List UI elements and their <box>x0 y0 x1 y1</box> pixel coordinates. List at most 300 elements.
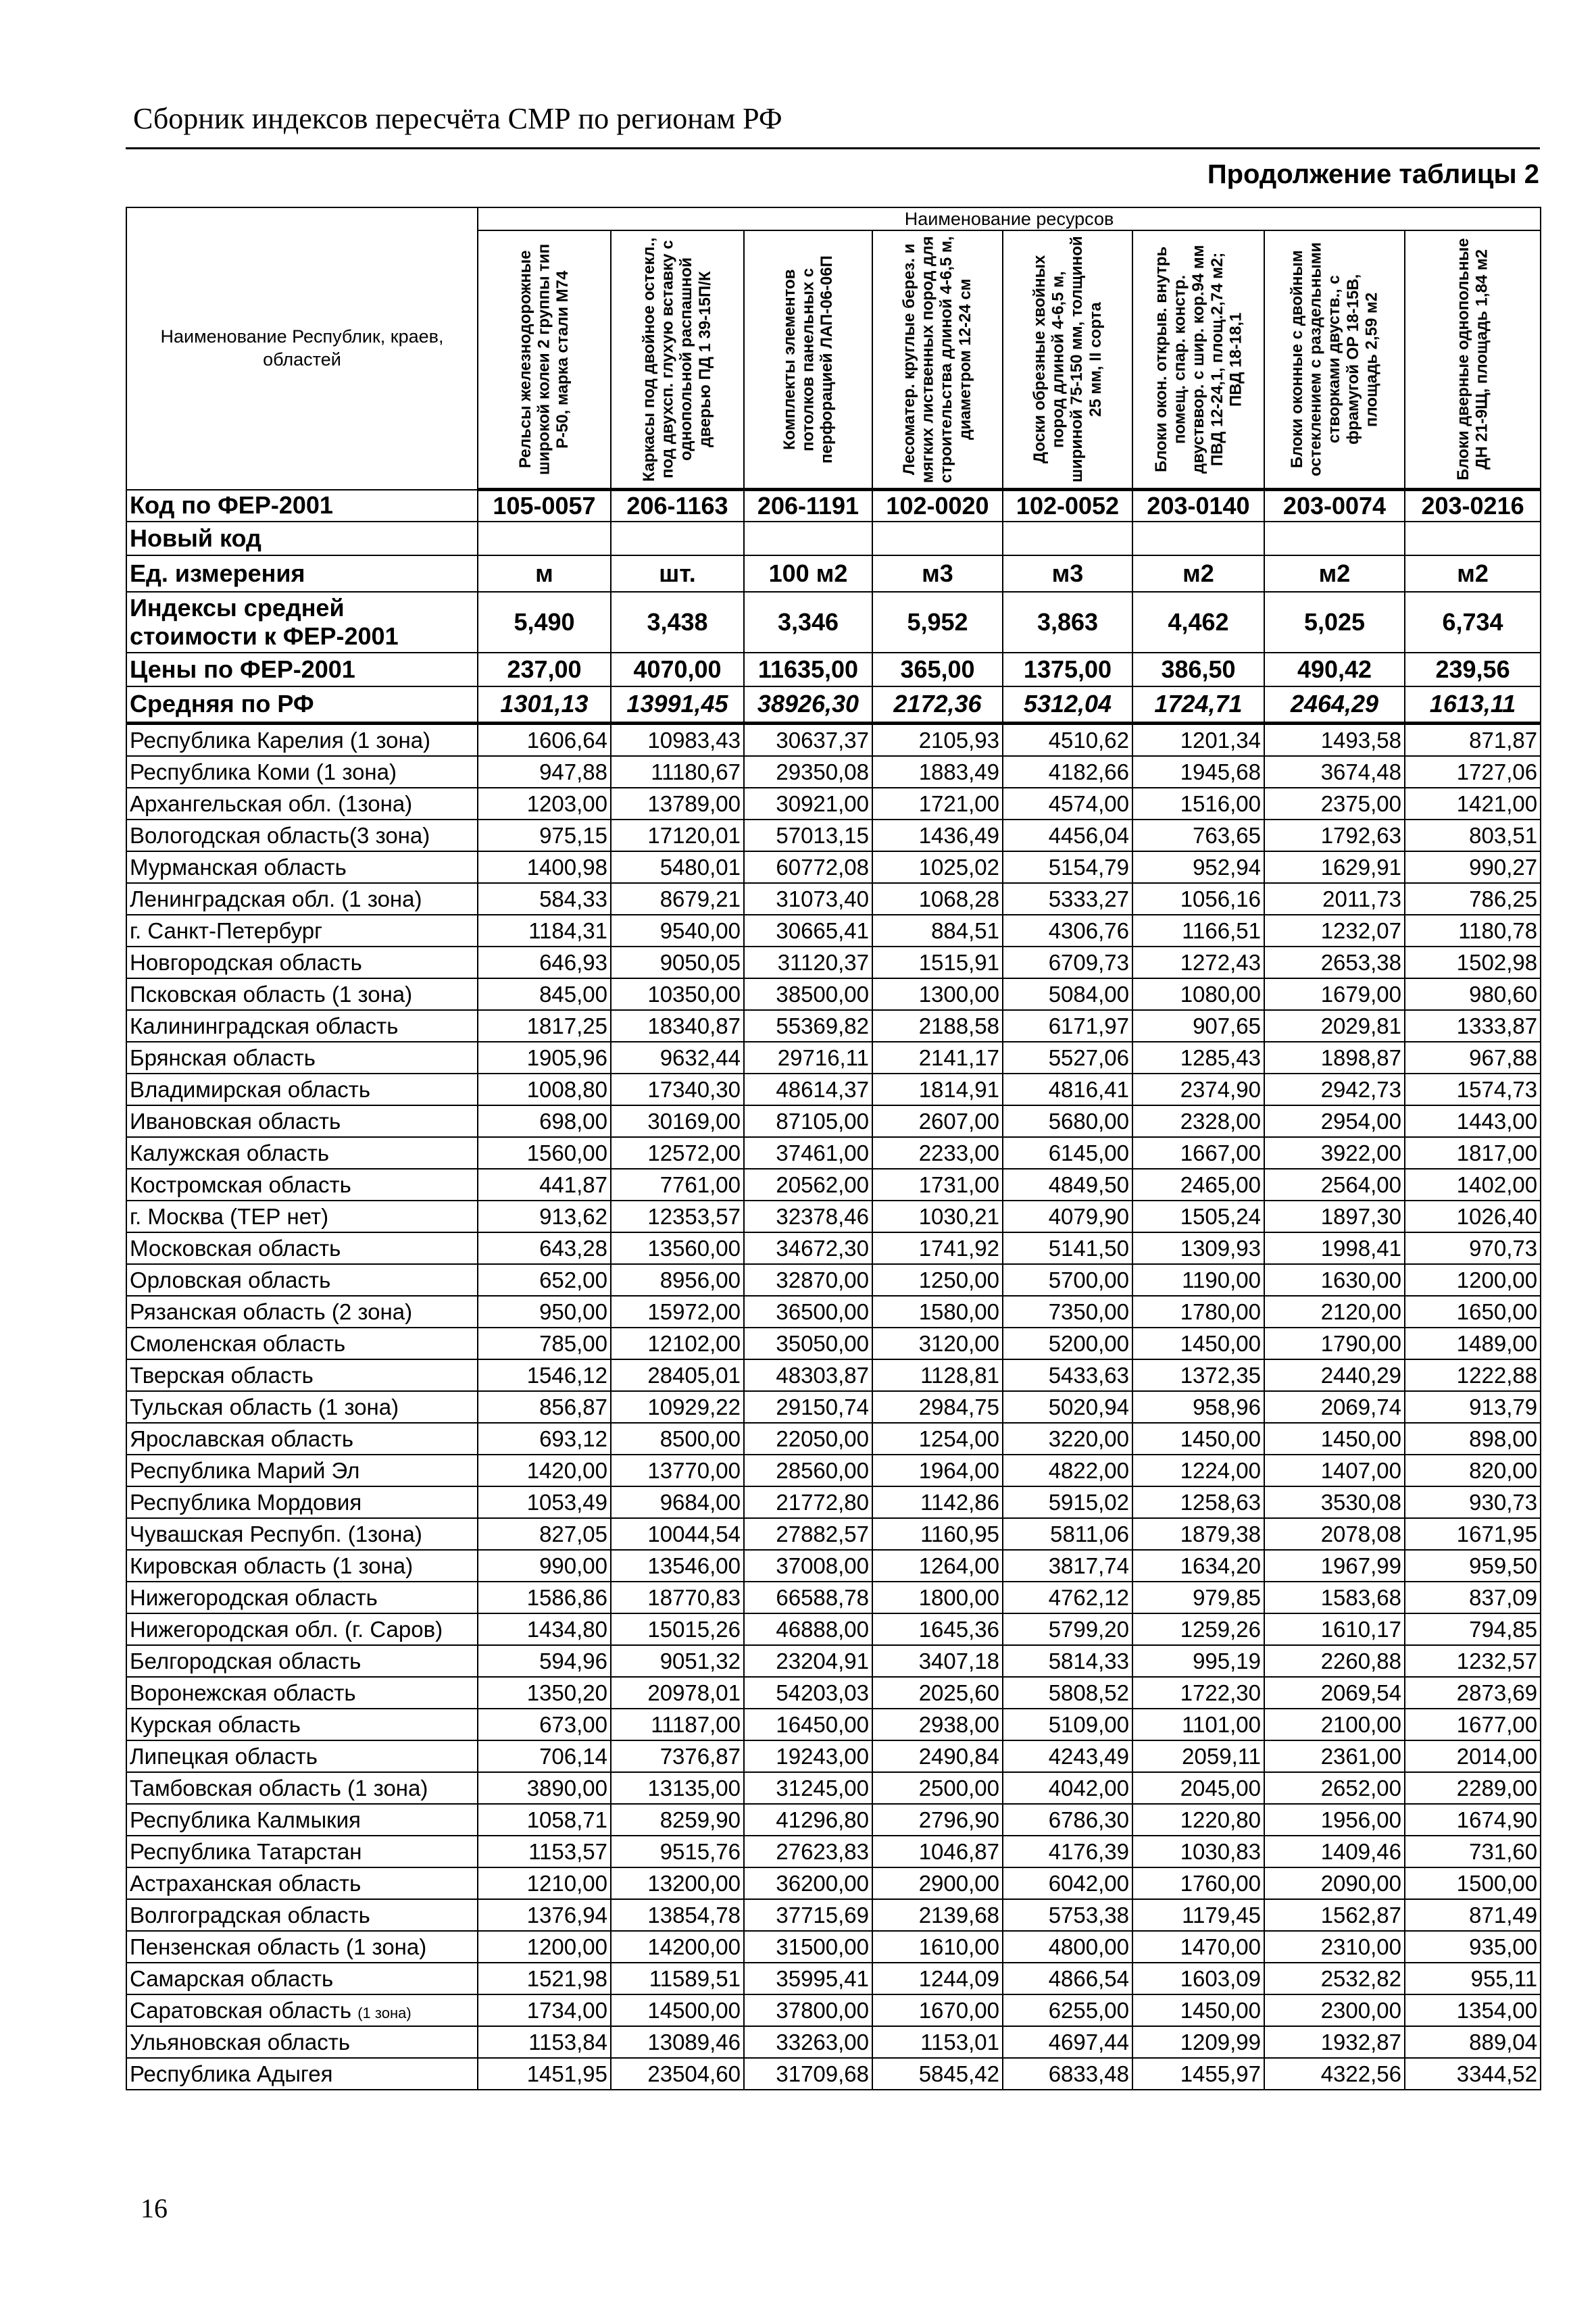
value-cell: 5084,00 <box>1003 978 1132 1010</box>
table-row <box>126 1455 1541 1486</box>
region-name-cell <box>126 1963 478 1994</box>
value-cell: 1250,00 <box>872 1264 1003 1296</box>
region-name: Республика Адыгея <box>130 2061 333 2086</box>
value-cell: 794,85 <box>1405 1613 1541 1645</box>
value-cell: 7761,00 <box>611 1169 744 1201</box>
value-cell: 1455,97 <box>1132 2058 1264 2090</box>
value-cell: 1179,45 <box>1132 1899 1264 1931</box>
value-cell: 947,88 <box>478 756 611 788</box>
value-cell: 5700,00 <box>1003 1264 1132 1296</box>
value-cell: 1008,80 <box>478 1074 611 1105</box>
value-cell: 5753,38 <box>1003 1899 1132 1931</box>
value-cell: 2873,69 <box>1405 1677 1541 1709</box>
value-cell: 827,05 <box>478 1518 611 1550</box>
region-name: Пензенская область (1 зона) <box>130 1934 427 1959</box>
region-name-cell <box>126 1867 478 1899</box>
value-cell: 584,33 <box>478 883 611 915</box>
value-cell: 1780,00 <box>1132 1296 1264 1328</box>
region-name: Ленинградская обл. (1 зона) <box>130 886 422 911</box>
region-name: Тверская область <box>130 1362 314 1388</box>
value-cell: 731,60 <box>1405 1836 1541 1867</box>
value-cell: 3817,74 <box>1003 1550 1132 1582</box>
value-cell: 31073,40 <box>744 883 872 915</box>
value-cell: 1898,87 <box>1264 1042 1405 1074</box>
resource-name: Блоки дверные однопольные ДН 21-9Щ, площадь 1,84 м2 <box>1453 238 1491 481</box>
value-cell: 1630,00 <box>1264 1264 1405 1296</box>
region-column-header: Наименование Республик, краев, областей <box>126 207 478 490</box>
region-name: Саратовская область <box>130 1997 352 2023</box>
table-row <box>126 1105 1541 1137</box>
value-cell: 13560,00 <box>611 1232 744 1264</box>
meta-cell: 100 м2 <box>744 555 872 592</box>
value-cell: 2078,08 <box>1264 1518 1405 1550</box>
value-cell: 2188,58 <box>872 1010 1003 1042</box>
value-cell: 995,19 <box>1132 1645 1264 1677</box>
meta-cell: 105-0057 <box>478 490 611 522</box>
value-cell: 820,00 <box>1405 1455 1541 1486</box>
value-cell: 36500,00 <box>744 1296 872 1328</box>
region-name-cell <box>126 978 478 1010</box>
value-cell: 10983,43 <box>611 724 744 757</box>
region-name-cell <box>126 1931 478 1963</box>
value-cell: 11187,00 <box>611 1709 744 1740</box>
value-cell: 594,96 <box>478 1645 611 1677</box>
region-name: Самарская область <box>130 1965 334 1991</box>
meta-cell: 203-0140 <box>1132 490 1264 522</box>
value-cell: 1058,71 <box>478 1804 611 1836</box>
value-cell: 2500,00 <box>872 1772 1003 1804</box>
value-cell: 23504,60 <box>611 2058 744 2090</box>
value-cell: 1580,00 <box>872 1296 1003 1328</box>
table-row <box>126 1232 1541 1264</box>
meta-cell: 365,00 <box>872 653 1003 686</box>
meta-cell: 237,00 <box>478 653 611 686</box>
meta-cell <box>611 522 744 555</box>
value-cell: 4822,00 <box>1003 1455 1132 1486</box>
table-row <box>126 851 1541 883</box>
value-cell: 21772,80 <box>744 1486 872 1518</box>
region-name-cell <box>126 1836 478 1867</box>
table-row <box>126 1740 1541 1772</box>
resource-column-header <box>1405 230 1541 490</box>
value-cell: 884,51 <box>872 915 1003 947</box>
value-cell: 8679,21 <box>611 883 744 915</box>
value-cell: 32378,46 <box>744 1201 872 1232</box>
region-name-cell <box>126 1423 478 1455</box>
value-cell: 1153,84 <box>478 2026 611 2058</box>
value-cell: 13546,00 <box>611 1550 744 1582</box>
region-name: Белгородская область <box>130 1648 361 1674</box>
meta-cell: 1724,71 <box>1132 686 1264 724</box>
value-cell: 2059,11 <box>1132 1740 1264 1772</box>
value-cell: 41296,80 <box>744 1804 872 1836</box>
value-cell: 1025,02 <box>872 851 1003 883</box>
region-name: г. Москва (ТЕР нет) <box>130 1203 329 1229</box>
value-cell: 1190,00 <box>1132 1264 1264 1296</box>
value-cell: 1220,80 <box>1132 1804 1264 1836</box>
value-cell: 5154,79 <box>1003 851 1132 883</box>
value-cell: 4042,00 <box>1003 1772 1132 1804</box>
value-cell: 29150,74 <box>744 1391 872 1423</box>
value-cell: 5527,06 <box>1003 1042 1132 1074</box>
value-cell: 30921,00 <box>744 788 872 820</box>
value-cell: 1030,83 <box>1132 1836 1264 1867</box>
region-name: Костромская область <box>130 1172 351 1197</box>
meta-cell: м3 <box>1003 555 1132 592</box>
value-cell: 30665,41 <box>744 915 872 947</box>
value-cell: 1790,00 <box>1264 1328 1405 1359</box>
value-cell: 2141,17 <box>872 1042 1003 1074</box>
value-cell: 673,00 <box>478 1709 611 1740</box>
value-cell: 441,87 <box>478 1169 611 1201</box>
region-name-cell <box>126 1105 478 1137</box>
table-row <box>126 1518 1541 1550</box>
value-cell: 2374,90 <box>1132 1074 1264 1105</box>
value-cell: 4697,44 <box>1003 2026 1132 2058</box>
value-cell: 1583,68 <box>1264 1582 1405 1613</box>
value-cell: 2653,38 <box>1264 947 1405 978</box>
value-cell: 6255,00 <box>1003 1994 1132 2026</box>
value-cell: 913,79 <box>1405 1391 1541 1423</box>
region-name: Волгоградская область <box>130 1902 370 1928</box>
value-cell: 5811,06 <box>1003 1518 1132 1550</box>
region-name: Воронежская область <box>130 1680 356 1705</box>
meta-cell <box>478 522 611 555</box>
table-row <box>126 1264 1541 1296</box>
region-name-cell <box>126 1582 478 1613</box>
value-cell: 1400,98 <box>478 851 611 883</box>
meta-cell: 4070,00 <box>611 653 744 686</box>
value-cell: 35050,00 <box>744 1328 872 1359</box>
value-cell: 1610,17 <box>1264 1613 1405 1645</box>
value-cell: 1053,49 <box>478 1486 611 1518</box>
value-cell: 1722,30 <box>1132 1677 1264 1709</box>
value-cell: 60772,08 <box>744 851 872 883</box>
value-cell: 1272,43 <box>1132 947 1264 978</box>
value-cell: 5141,50 <box>1003 1232 1132 1264</box>
meta-cell: 203-0216 <box>1405 490 1541 522</box>
table-row <box>126 2026 1541 2058</box>
value-cell: 1200,00 <box>1405 1264 1541 1296</box>
region-name-cell <box>126 724 478 757</box>
region-name: Тульская область (1 зона) <box>130 1394 399 1419</box>
value-cell: 803,51 <box>1405 820 1541 851</box>
value-cell: 1489,00 <box>1405 1328 1541 1359</box>
meta-cell: м3 <box>872 555 1003 592</box>
value-cell: 1671,95 <box>1405 1518 1541 1550</box>
value-cell: 1209,99 <box>1132 2026 1264 2058</box>
meta-row <box>126 686 1541 724</box>
table-row <box>126 1804 1541 1836</box>
meta-cell: 239,56 <box>1405 653 1541 686</box>
value-cell: 14500,00 <box>611 1994 744 2026</box>
value-cell: 1650,00 <box>1405 1296 1541 1328</box>
value-cell: 1741,92 <box>872 1232 1003 1264</box>
value-cell: 4762,12 <box>1003 1582 1132 1613</box>
value-cell: 1470,00 <box>1132 1931 1264 1963</box>
region-name: Курская область <box>130 1711 301 1737</box>
value-cell: 1224,00 <box>1132 1455 1264 1486</box>
region-name: г. Санкт-Петербург <box>130 917 323 943</box>
meta-cell: шт. <box>611 555 744 592</box>
resource-column-header <box>1132 230 1264 490</box>
value-cell: 5845,42 <box>872 2058 1003 2090</box>
value-cell: 29716,11 <box>744 1042 872 1074</box>
value-cell: 1586,86 <box>478 1582 611 1613</box>
region-name-cell <box>126 1645 478 1677</box>
value-cell: 12102,00 <box>611 1328 744 1359</box>
value-cell: 1056,16 <box>1132 883 1264 915</box>
value-cell: 1883,49 <box>872 756 1003 788</box>
meta-cell: 490,42 <box>1264 653 1405 686</box>
meta-cell: 102-0020 <box>872 490 1003 522</box>
region-name: Брянская область <box>130 1045 316 1070</box>
value-cell: 1201,34 <box>1132 724 1264 757</box>
region-name: Республика Коми (1 зона) <box>130 759 397 784</box>
value-cell: 1420,00 <box>478 1455 611 1486</box>
value-cell: 66588,78 <box>744 1582 872 1613</box>
table-row <box>126 1772 1541 1804</box>
value-cell: 37800,00 <box>744 1994 872 2026</box>
meta-cell: 1613,11 <box>1405 686 1541 724</box>
region-name: Ульяновская область <box>130 2029 351 2055</box>
value-cell: 856,87 <box>478 1391 611 1423</box>
value-cell: 646,93 <box>478 947 611 978</box>
value-cell: 2014,00 <box>1405 1740 1541 1772</box>
region-name: Архангельская обл. (1зона) <box>130 790 413 816</box>
value-cell: 13089,46 <box>611 2026 744 2058</box>
value-cell: 54203,03 <box>744 1677 872 1709</box>
value-cell: 5433,63 <box>1003 1359 1132 1391</box>
value-cell: 2328,00 <box>1132 1105 1264 1137</box>
value-cell: 1603,09 <box>1132 1963 1264 1994</box>
value-cell: 898,00 <box>1405 1423 1541 1455</box>
value-cell: 1515,91 <box>872 947 1003 978</box>
value-cell: 1817,25 <box>478 1010 611 1042</box>
value-cell: 18340,87 <box>611 1010 744 1042</box>
value-cell: 9050,05 <box>611 947 744 978</box>
meta-cell: 3,438 <box>611 592 744 653</box>
value-cell: 16450,00 <box>744 1709 872 1740</box>
meta-cell: 3,346 <box>744 592 872 653</box>
value-cell: 1792,63 <box>1264 820 1405 851</box>
value-cell: 13789,00 <box>611 788 744 820</box>
value-cell: 33263,00 <box>744 2026 872 2058</box>
meta-cell <box>872 522 1003 555</box>
value-cell: 5020,94 <box>1003 1391 1132 1423</box>
value-cell: 1409,46 <box>1264 1836 1405 1867</box>
value-cell: 952,94 <box>1132 851 1264 883</box>
value-cell: 1222,88 <box>1405 1359 1541 1391</box>
value-cell: 958,96 <box>1132 1391 1264 1423</box>
region-name-cell <box>126 2058 478 2090</box>
value-cell: 1080,00 <box>1132 978 1264 1010</box>
value-cell: 5333,27 <box>1003 883 1132 915</box>
value-cell: 1160,95 <box>872 1518 1003 1550</box>
value-cell: 4322,56 <box>1264 2058 1405 2090</box>
meta-cell: 102-0052 <box>1003 490 1132 522</box>
table-row <box>126 2058 1541 2090</box>
value-cell: 990,00 <box>478 1550 611 1582</box>
table-row <box>126 1963 1541 1994</box>
table-row <box>126 1709 1541 1740</box>
value-cell: 1402,00 <box>1405 1169 1541 1201</box>
meta-cell: м2 <box>1132 555 1264 592</box>
value-cell: 907,65 <box>1132 1010 1264 1042</box>
value-cell: 1354,00 <box>1405 1994 1541 2026</box>
value-cell: 1258,63 <box>1132 1486 1264 1518</box>
value-cell: 2233,00 <box>872 1137 1003 1169</box>
value-cell: 1516,00 <box>1132 788 1264 820</box>
region-zone-note: (1 зона) <box>357 2004 412 2021</box>
value-cell: 1670,00 <box>872 1994 1003 2026</box>
value-cell: 32870,00 <box>744 1264 872 1296</box>
table-row <box>126 947 1541 978</box>
value-cell: 20978,01 <box>611 1677 744 1709</box>
meta-row-label: Индексы средней стоимости к ФЕР-2001 <box>126 592 478 653</box>
value-cell: 5200,00 <box>1003 1328 1132 1359</box>
value-cell: 2100,00 <box>1264 1709 1405 1740</box>
region-name-cell <box>126 1709 478 1740</box>
value-cell: 8259,90 <box>611 1804 744 1836</box>
region-name: Липецкая область <box>130 1743 318 1769</box>
value-cell: 2938,00 <box>872 1709 1003 1740</box>
value-cell: 3407,18 <box>872 1645 1003 1677</box>
value-cell: 1101,00 <box>1132 1709 1264 1740</box>
value-cell: 2105,93 <box>872 724 1003 757</box>
value-cell: 975,15 <box>478 820 611 851</box>
value-cell: 1153,57 <box>478 1836 611 1867</box>
value-cell: 1166,51 <box>1132 915 1264 947</box>
meta-row <box>126 490 1541 522</box>
value-cell: 12572,00 <box>611 1137 744 1169</box>
table-row <box>126 756 1541 788</box>
value-cell: 1500,00 <box>1405 1867 1541 1899</box>
value-cell: 35995,41 <box>744 1963 872 1994</box>
value-cell: 837,09 <box>1405 1582 1541 1613</box>
value-cell: 1030,21 <box>872 1201 1003 1232</box>
value-cell: 17340,30 <box>611 1074 744 1105</box>
value-cell: 930,73 <box>1405 1486 1541 1518</box>
value-cell: 1667,00 <box>1132 1137 1264 1169</box>
value-cell: 1945,68 <box>1132 756 1264 788</box>
value-cell: 1562,87 <box>1264 1899 1405 1931</box>
meta-cell: 2172,36 <box>872 686 1003 724</box>
meta-row <box>126 555 1541 592</box>
value-cell: 1606,64 <box>478 724 611 757</box>
value-cell: 967,88 <box>1405 1042 1541 1074</box>
table-row <box>126 1042 1541 1074</box>
value-cell: 30169,00 <box>611 1105 744 1137</box>
resource-column-header <box>478 230 611 490</box>
value-cell: 786,25 <box>1405 883 1541 915</box>
region-name: Владимирская область <box>130 1076 371 1102</box>
region-name-cell <box>126 1740 478 1772</box>
value-cell: 31245,00 <box>744 1772 872 1804</box>
value-cell: 4456,04 <box>1003 820 1132 851</box>
value-cell: 28405,01 <box>611 1359 744 1391</box>
value-cell: 17120,01 <box>611 820 744 851</box>
value-cell: 2490,84 <box>872 1740 1003 1772</box>
value-cell: 871,87 <box>1405 724 1541 757</box>
value-cell: 38500,00 <box>744 978 872 1010</box>
value-cell: 55369,82 <box>744 1010 872 1042</box>
meta-row <box>126 522 1541 555</box>
table-row <box>126 820 1541 851</box>
value-cell: 4849,50 <box>1003 1169 1132 1201</box>
meta-cell: 11635,00 <box>744 653 872 686</box>
resource-name: Рельсы железнодорожные широкой колеи 2 группы тип Р-50, марка стали М74 <box>516 243 572 476</box>
value-cell: 2607,00 <box>872 1105 1003 1137</box>
region-name: Астраханская область <box>130 1870 361 1896</box>
value-cell: 2796,90 <box>872 1804 1003 1836</box>
value-cell: 15015,26 <box>611 1613 744 1645</box>
value-cell: 7350,00 <box>1003 1296 1132 1328</box>
resource-name: Блоки окон. открыв. внутрь помещ. спар. констр. двустввор. с шир. кор.94 мм ПВД 12-24,1, площ.2,74 м2; ПВД 18-18,1 <box>1151 245 1245 474</box>
value-cell: 57013,15 <box>744 820 872 851</box>
region-name: Ивановская область <box>130 1108 341 1134</box>
value-cell: 1998,41 <box>1264 1232 1405 1264</box>
value-cell: 13854,78 <box>611 1899 744 1931</box>
meta-row-label: Ед. измерения <box>126 555 478 592</box>
value-cell: 2069,54 <box>1264 1677 1405 1709</box>
value-cell: 5680,00 <box>1003 1105 1132 1137</box>
value-cell: 1634,20 <box>1132 1550 1264 1582</box>
value-cell: 2564,00 <box>1264 1169 1405 1201</box>
value-cell: 10044,54 <box>611 1518 744 1550</box>
value-cell: 14200,00 <box>611 1931 744 1963</box>
table-row <box>126 1899 1541 1931</box>
value-cell: 31709,68 <box>744 2058 872 2090</box>
value-cell: 1731,00 <box>872 1169 1003 1201</box>
value-cell: 2029,81 <box>1264 1010 1405 1042</box>
value-cell: 2900,00 <box>872 1867 1003 1899</box>
value-cell: 1142,86 <box>872 1486 1003 1518</box>
value-cell: 2465,00 <box>1132 1169 1264 1201</box>
region-name-cell <box>126 1994 478 2026</box>
meta-cell: 206-1191 <box>744 490 872 522</box>
meta-cell: 2464,29 <box>1264 686 1405 724</box>
value-cell: 2260,88 <box>1264 1645 1405 1677</box>
value-cell: 1956,00 <box>1264 1804 1405 1836</box>
region-name-cell <box>126 1486 478 1518</box>
value-cell: 1421,00 <box>1405 788 1541 820</box>
meta-cell: 386,50 <box>1132 653 1264 686</box>
value-cell: 1814,91 <box>872 1074 1003 1105</box>
value-cell: 1645,36 <box>872 1613 1003 1645</box>
table-row <box>126 1867 1541 1899</box>
table-row <box>126 1359 1541 1391</box>
value-cell: 1493,58 <box>1264 724 1405 757</box>
value-cell: 19243,00 <box>744 1740 872 1772</box>
region-name: Кировская область (1 зона) <box>130 1553 414 1578</box>
table-row <box>126 1931 1541 1963</box>
region-name: Калининградская область <box>130 1013 399 1038</box>
region-name-cell <box>126 915 478 947</box>
value-cell: 29350,08 <box>744 756 872 788</box>
title-divider <box>126 147 1540 149</box>
region-name: Нижегородская область <box>130 1584 378 1610</box>
value-cell: 5808,52 <box>1003 1677 1132 1709</box>
meta-cell: 1375,00 <box>1003 653 1132 686</box>
region-name-cell <box>126 851 478 883</box>
value-cell: 2120,00 <box>1264 1296 1405 1328</box>
resource-column-header <box>872 230 1003 490</box>
value-cell: 6171,97 <box>1003 1010 1132 1042</box>
region-name-cell <box>126 1137 478 1169</box>
region-name-cell <box>126 1296 478 1328</box>
value-cell: 1333,87 <box>1405 1010 1541 1042</box>
